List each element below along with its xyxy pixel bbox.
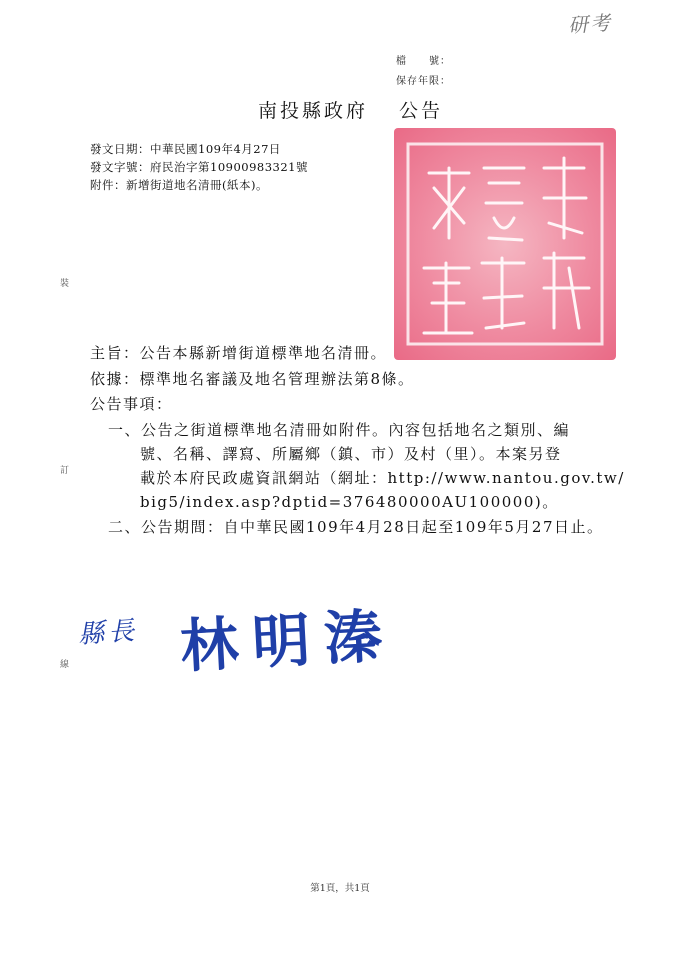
issue-date: 發文日期：中華民國109年4月27日 [90, 142, 281, 156]
binding-mark-middle: 訂 [60, 466, 70, 476]
basis-line: 依據：標準地名審議及地名管理辦法第8條。 [90, 370, 415, 388]
item-1-line-1: 一、公告之街道標準地名清冊如附件。內容包括地名之類別、編 [108, 421, 571, 439]
seal-glyphs [394, 128, 616, 360]
signature-title: 縣長 [77, 615, 140, 651]
matters-heading: 公告事項： [90, 395, 173, 413]
attachment-line: 附件：新增街道地名清冊(紙本)。 [90, 178, 268, 192]
retention-period-label: 保存年限： [396, 76, 451, 87]
item-1-line-3: 載於本府民政處資訊網站（網址：http://www.nantou.gov.tw/ [140, 469, 625, 487]
binding-mark-top: 裝 [60, 279, 70, 289]
official-seal-stamp [394, 128, 616, 360]
page-footer: 第1頁，共1頁 [310, 883, 370, 894]
item-1-line-4: big5/index.asp?dptid=376480000AU100000)。 [140, 493, 559, 511]
signature-name: 林明溱 [178, 601, 398, 681]
handwritten-note: 研考 [567, 10, 613, 38]
document-title: 南投縣政府 公告 [258, 100, 444, 122]
item-1-line-2: 號、名稱、譯寫、所屬鄉（鎮、市）及村（里）。本案另登 [140, 445, 562, 463]
file-number-label: 檔 號： [396, 56, 451, 67]
document-number: 發文字號：府民治字第10900983321號 [90, 160, 308, 174]
subject-line: 主旨：公告本縣新增街道標準地名清冊。 [90, 344, 388, 362]
item-2-line: 二、公告期間：自中華民國109年4月28日起至109年5月27日止。 [108, 518, 604, 536]
binding-mark-bottom: 線 [60, 660, 70, 670]
